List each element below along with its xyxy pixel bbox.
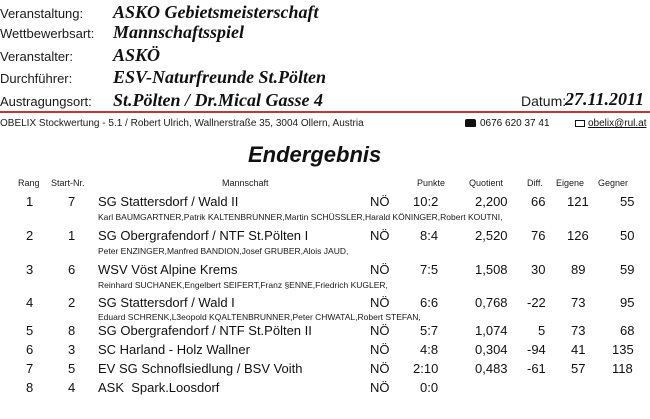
diff-cell: 5 [538, 323, 546, 338]
region-cell: NÖ [370, 295, 390, 310]
gegner-cell: 118 [612, 361, 633, 376]
col-header-start: Start-Nr. [51, 178, 85, 188]
punkte-cell: 2:10 [413, 361, 439, 376]
gegner-cell: 135 [612, 342, 634, 357]
punkte-cell: 5:7 [420, 323, 439, 338]
col-header-diff: Diff. [527, 178, 543, 188]
header-label: Austragungsort: [0, 94, 92, 109]
punkte-cell: 7:5 [420, 262, 439, 277]
quotient-cell: 0,768 [475, 295, 508, 310]
quotient-cell: 1,508 [475, 262, 508, 277]
quotient-cell: 0,304 [475, 342, 508, 357]
region-cell: NÖ [370, 380, 390, 395]
envelope-icon [575, 120, 585, 127]
eigene-cell: 121 [567, 194, 589, 209]
header-label: Veranstalter: [0, 49, 73, 64]
phone-contact [465, 118, 550, 129]
header-label: Veranstaltung: [0, 6, 84, 21]
team-cell: WSV Vöst Alpine Krems [98, 262, 238, 277]
header-label: Wettbewerbsart: [0, 26, 95, 41]
eigene-cell: 73 [571, 295, 586, 310]
start-cell: 5 [68, 361, 76, 376]
rang-cell: 2 [26, 228, 34, 243]
player-list: Peter ENZINGER,Manfred BANDION,Josef GRUBER,Alois JAUD, [98, 246, 349, 256]
diff-cell: -22 [527, 295, 546, 310]
region-cell: NÖ [370, 194, 390, 209]
quotient-cell: 1,074 [475, 323, 508, 338]
email-contact[interactable] [575, 118, 647, 129]
start-cell: 2 [68, 295, 76, 310]
page-title: Endergebnis [248, 142, 382, 167]
eigene-cell: 41 [571, 342, 586, 357]
rang-cell: 4 [26, 295, 34, 310]
rang-cell: 8 [26, 380, 34, 395]
quotient-cell: 2,520 [475, 228, 508, 243]
region-cell: NÖ [370, 262, 390, 277]
rang-cell: 7 [26, 361, 34, 376]
datum-label: Datum: [521, 93, 567, 109]
rang-cell: 5 [26, 323, 34, 338]
gegner-cell: 50 [620, 228, 635, 243]
header-value: Mannschaftsspiel [113, 22, 245, 42]
punkte-cell: 0:0 [420, 380, 439, 395]
region-cell: NÖ [370, 361, 390, 376]
eigene-cell: 126 [567, 228, 589, 243]
col-header-gegner: Gegner [598, 178, 629, 188]
team-cell: SG Stattersdorf / Wald II [98, 194, 239, 209]
start-cell: 3 [68, 342, 76, 357]
datum-value: 27.11.2011 [565, 89, 645, 109]
rang-cell: 6 [26, 342, 34, 357]
player-list: Karl BAUMGARTNER,Patrik KALTENBRUNNER,Martin SCHÜSSLER,Harald KÖNINGER,Robert KOUTNI, [98, 212, 503, 222]
eigene-cell: 89 [571, 262, 586, 277]
header-label: Durchführer: [0, 71, 73, 86]
diff-cell: 76 [531, 228, 546, 243]
team-cell: SG Obergrafendorf / NTF St.Pölten II [98, 323, 312, 338]
gegner-cell: 55 [620, 194, 635, 209]
gegner-cell: 95 [620, 295, 635, 310]
header-value: St.Pölten / Dr.Mical Gasse 4 [113, 90, 324, 110]
team-cell: SC Harland - Holz Wallner [98, 342, 250, 357]
col-header-team: Mannschaft [222, 178, 269, 188]
email-link[interactable]: obelix@rul.at [588, 118, 647, 129]
phone-number: 0676 620 37 41 [480, 118, 550, 129]
start-cell: 7 [68, 194, 76, 209]
start-cell: 1 [68, 228, 76, 243]
region-cell: NÖ [370, 342, 390, 357]
region-cell: NÖ [370, 323, 390, 338]
punkte-cell: 10:2 [413, 194, 439, 209]
diff-cell: -61 [527, 361, 546, 376]
eigene-cell: 73 [571, 323, 586, 338]
punkte-cell: 6:6 [420, 295, 439, 310]
team-cell: SG Stattersdorf / Wald I [98, 295, 235, 310]
software-info: OBELIX Stockwertung - 5.1 / Robert Ulrich, Wallnerstraße 35, 3004 Ollern, Austria [0, 118, 364, 129]
header-divider [0, 111, 650, 113]
header-value: ASKO Gebietsmeisterschaft [113, 2, 319, 22]
diff-cell: -94 [527, 342, 546, 357]
rang-cell: 3 [26, 262, 34, 277]
telephone-icon [465, 119, 476, 127]
col-header-quotient: Quotient [469, 178, 504, 188]
diff-cell: 66 [531, 194, 546, 209]
team-cell: SG Obergrafendorf / NTF St.Pölten I [98, 228, 309, 243]
player-list: Eduard SCHRENK,L3eopold KQALTENBRUNNER,Peter CHWATAL,Robert STEFAN, [98, 312, 421, 322]
punkte-cell: 8:4 [420, 228, 439, 243]
start-cell: 8 [68, 323, 76, 338]
player-list: Reinhard SUCHANEK,Engelbert SEIFERT,Franz §ENNE,Friedrich KUGLER, [98, 280, 388, 290]
quotient-cell: 2,200 [475, 194, 508, 209]
header-value: ESV-Naturfreunde St.Pölten [113, 67, 327, 87]
gegner-cell: 68 [620, 323, 635, 338]
diff-cell: 30 [531, 262, 546, 277]
quotient-cell: 0,483 [475, 361, 508, 376]
rang-cell: 1 [26, 194, 34, 209]
team-cell: ASK Spark.Loosdorf [98, 380, 220, 395]
col-header-eigene: Eigene [556, 178, 585, 188]
start-cell: 4 [68, 380, 76, 395]
start-cell: 6 [68, 262, 76, 277]
col-header-rang: Rang [18, 178, 40, 188]
header-value: ASKÖ [113, 45, 161, 65]
gegner-cell: 59 [620, 262, 635, 277]
eigene-cell: 57 [571, 361, 586, 376]
col-header-punkte: Punkte [417, 178, 446, 188]
region-cell: NÖ [370, 228, 390, 243]
punkte-cell: 4:8 [420, 342, 439, 357]
team-cell: EV SG Schnoflsiedlung / BSV Voith [98, 361, 303, 376]
